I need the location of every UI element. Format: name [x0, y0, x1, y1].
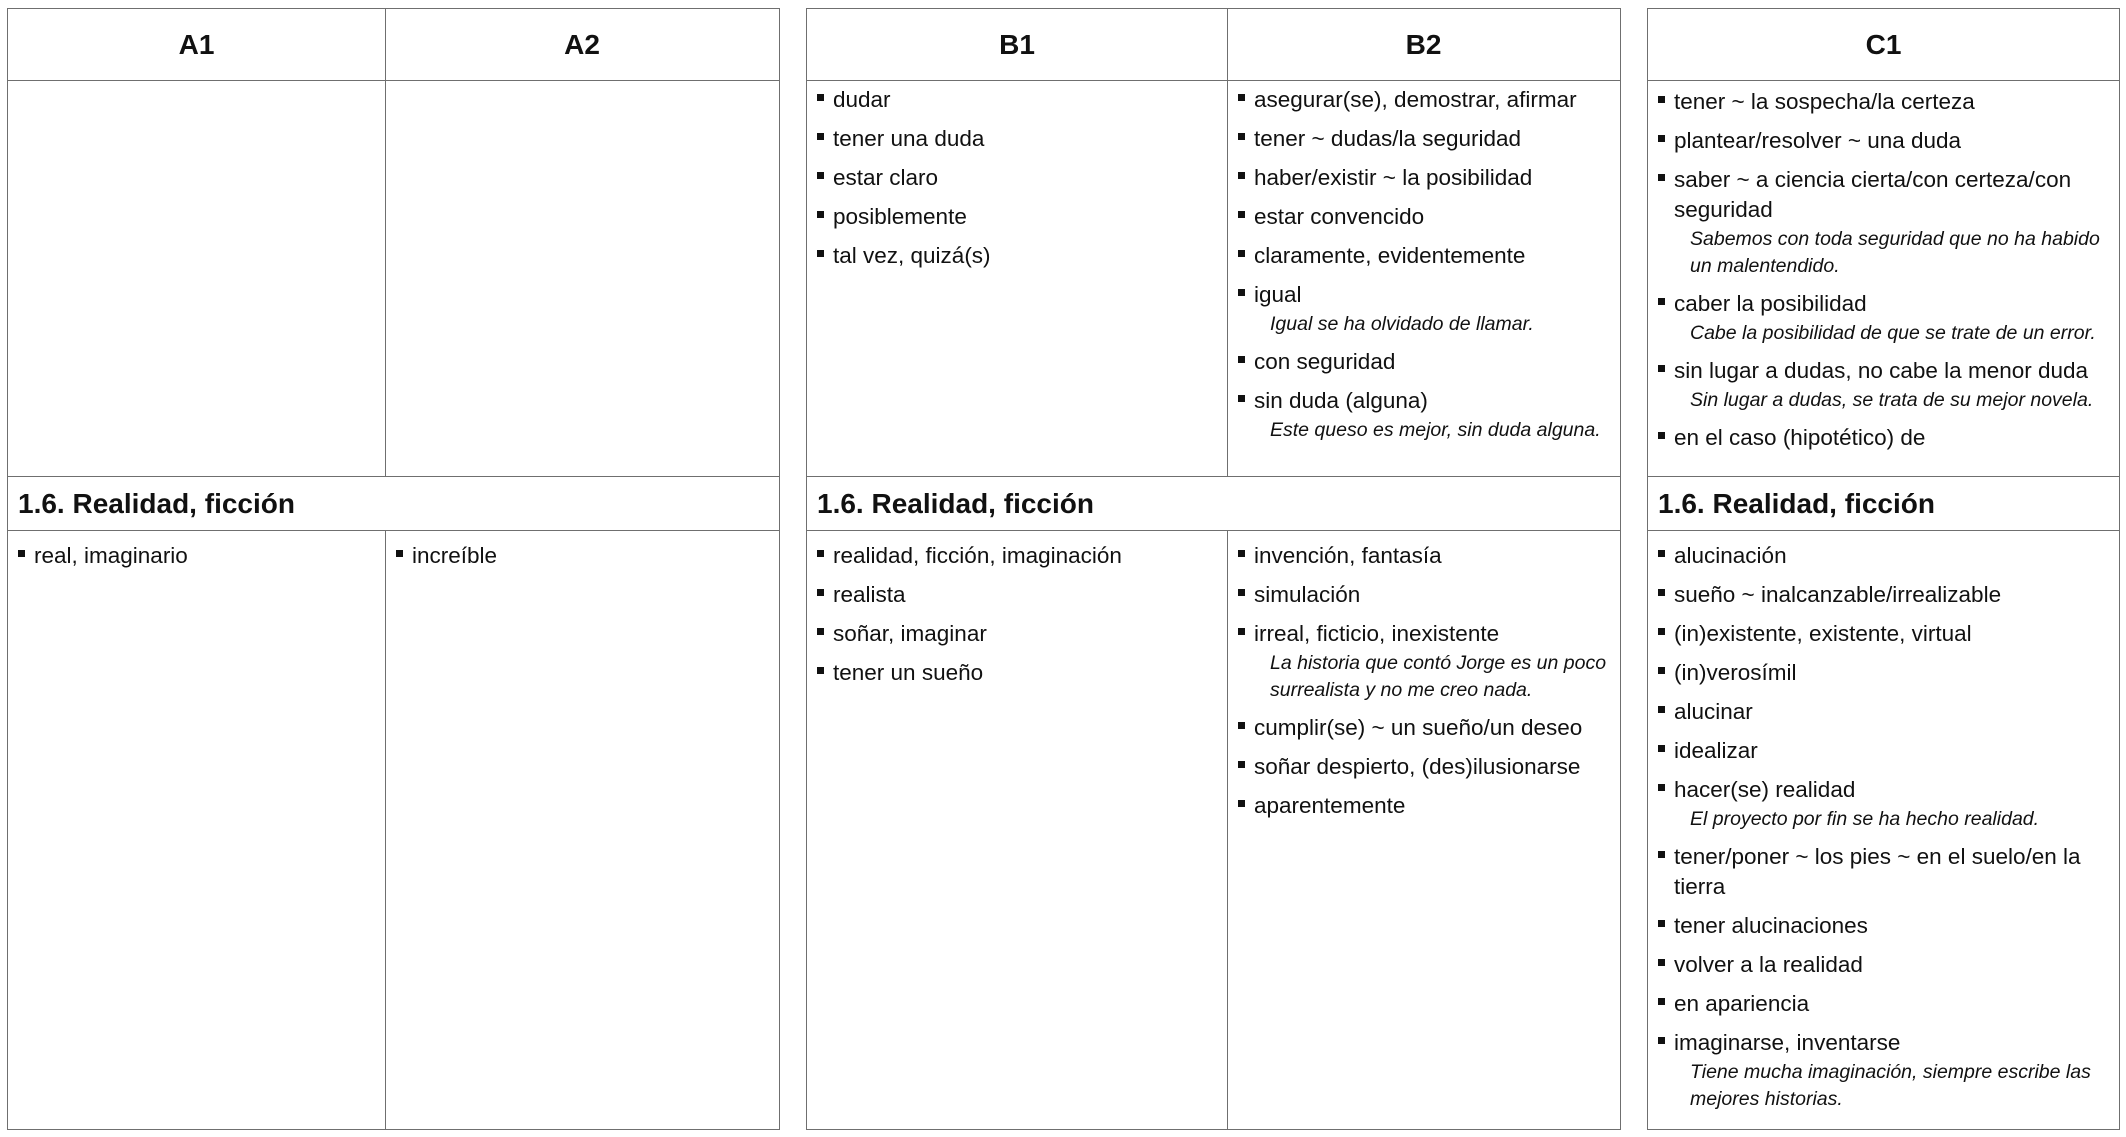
vocab-item [1658, 580, 2111, 610]
vocab-term: sin duda (alguna) [1254, 388, 1428, 413]
vocab-item [817, 541, 1219, 571]
vocab-item [1658, 423, 2111, 453]
bullet-icon [817, 550, 824, 557]
vocab-item [817, 163, 1219, 193]
level-header-b2: B2 [1405, 29, 1442, 60]
section-title: 1.6. Realidad, ficción [807, 476, 1620, 531]
vocab-item [817, 85, 1219, 115]
table-a-levels [7, 8, 780, 1130]
example-line: un malentendido. [1690, 255, 1840, 277]
example-line: Este queso es mejor, sin duda alguna. [1270, 419, 1601, 441]
table-c-levels [1647, 8, 2120, 1130]
bullet-icon [1658, 432, 1665, 439]
vocab-term: tener ~ dudas/la seguridad [1254, 126, 1522, 151]
cell-b2-bottom [1228, 541, 1620, 830]
vocab-term: (in)existente, existente, virtual [1674, 621, 1972, 646]
vocab-item [1238, 280, 1612, 338]
example-sentence [1690, 806, 2111, 833]
bullet-icon [1658, 174, 1665, 181]
example-line: Cabe la posibilidad de que se trate de un error. [1690, 322, 2096, 344]
bullet-icon [1658, 365, 1665, 372]
vocab-term-line: seguridad [1674, 197, 1773, 222]
bullet-icon [396, 550, 403, 557]
example-line: Sabemos con toda seguridad que no ha habido [1690, 228, 2100, 250]
example-sentence [1690, 1059, 2111, 1113]
vocab-item [1658, 619, 2111, 649]
vocab-term: en apariencia [1674, 991, 1810, 1016]
level-header-a1: A1 [178, 29, 215, 60]
vocab-term: sueño ~ inalcanzable/irrealizable [1674, 582, 2002, 607]
vocab-item [817, 241, 1219, 271]
vocab-term: plantear/resolver ~ una duda [1674, 128, 1962, 153]
bullet-icon [1658, 298, 1665, 305]
vocab-term: en el caso (hipotético) de [1674, 425, 1926, 450]
bullet-icon [817, 172, 824, 179]
bullet-icon [1238, 800, 1245, 807]
vocab-item [1658, 165, 2111, 280]
vocab-term [1674, 165, 2111, 225]
vocab-term: posiblemente [833, 204, 967, 229]
column-divider [385, 9, 386, 476]
vocab-term: realista [833, 582, 906, 607]
vocab-item [1658, 989, 2111, 1019]
vocab-term: invención, fantasía [1254, 543, 1442, 568]
bullet-icon [817, 589, 824, 596]
vocab-term: alucinar [1674, 699, 1753, 724]
vocab-item [1238, 386, 1612, 444]
bullet-icon [1238, 589, 1245, 596]
vocab-term: estar claro [833, 165, 939, 190]
vocab-item [1238, 580, 1612, 610]
vocab-item [1658, 911, 2111, 941]
vocab-item [817, 580, 1219, 610]
bullet-icon [1238, 211, 1245, 218]
section-title: 1.6. Realidad, ficción [1648, 476, 2119, 531]
vocab-item [1238, 163, 1612, 193]
vocab-term: real, imaginario [34, 543, 188, 568]
bullet-icon [1658, 1037, 1665, 1044]
vocab-item [1658, 658, 2111, 688]
vocab-item [1658, 541, 2111, 571]
cell-b1-bottom [807, 541, 1227, 697]
vocab-term: asegurar(se), demostrar, afirmar [1254, 87, 1577, 112]
vocab-term: tener un sueño [833, 660, 984, 685]
example-line: Tiene mucha imaginación, siempre escribe las [1690, 1061, 2091, 1083]
bullet-icon [1238, 250, 1245, 257]
vocab-item [396, 541, 771, 571]
vocab-item [1238, 619, 1612, 704]
vocab-term: volver a la realidad [1674, 952, 1863, 977]
vocab-term: igual [1254, 282, 1302, 307]
bullet-icon [1658, 96, 1665, 103]
level-header-b1: B1 [999, 29, 1035, 60]
cell-b2-top [1228, 85, 1620, 453]
bullet-icon [1658, 851, 1665, 858]
vocab-item [1658, 950, 2111, 980]
vocab-term: hacer(se) realidad [1674, 777, 1856, 802]
example-sentence [1270, 650, 1612, 704]
bullet-icon [1238, 133, 1245, 140]
bullet-icon [1238, 94, 1245, 101]
vocab-item [817, 202, 1219, 232]
bullet-icon [1238, 356, 1245, 363]
vocab-item [1658, 1028, 2111, 1113]
example-line: mejores historias. [1690, 1088, 1843, 1110]
vocab-term: imaginarse, inventarse [1674, 1030, 1901, 1055]
vocab-term: haber/existir ~ la posibilidad [1254, 165, 1533, 190]
bullet-icon [1238, 289, 1245, 296]
vocab-item [1238, 85, 1612, 115]
bullet-icon [817, 667, 824, 674]
bullet-icon [817, 94, 824, 101]
bullet-icon [1658, 135, 1665, 142]
bullet-icon [1658, 920, 1665, 927]
vocab-term: increíble [412, 543, 498, 568]
bullet-icon [1238, 722, 1245, 729]
example-line: Igual se ha olvidado de llamar. [1270, 313, 1534, 335]
vocab-term: realidad, ficción, imaginación [833, 543, 1122, 568]
vocab-item [1658, 842, 2111, 902]
example-line: surrealista y no me creo nada. [1270, 679, 1533, 701]
vocab-term: caber la posibilidad [1674, 291, 1867, 316]
vocab-term: aparentemente [1254, 793, 1406, 818]
example-line: El proyecto por fin se ha hecho realidad. [1690, 808, 2040, 830]
bullet-icon [1238, 172, 1245, 179]
vocab-term: cumplir(se) ~ un sueño/un deseo [1254, 715, 1583, 740]
vocab-item [817, 619, 1219, 649]
vocab-item [1658, 87, 2111, 117]
bullet-icon [1658, 550, 1665, 557]
bullet-icon [1238, 761, 1245, 768]
example-sentence [1690, 387, 2111, 414]
vocab-term: tener alucinaciones [1674, 913, 1868, 938]
cell-b1-top [807, 85, 1227, 280]
vocab-term: alucinación [1674, 543, 1787, 568]
bullet-icon [817, 211, 824, 218]
example-sentence [1690, 320, 2111, 347]
vocab-term: idealizar [1674, 738, 1758, 763]
cell-c1-top [1648, 87, 2119, 462]
cell-a2-bottom [386, 541, 779, 580]
bullet-icon [1658, 745, 1665, 752]
header-row [8, 9, 779, 81]
bullet-icon [18, 550, 25, 557]
vocab-term: estar convencido [1254, 204, 1425, 229]
example-line: La historia que contó Jorge es un poco [1270, 652, 1607, 674]
example-sentence [1270, 417, 1612, 444]
vocab-term: simulación [1254, 582, 1361, 607]
bullet-icon [1658, 667, 1665, 674]
bullet-icon [817, 133, 824, 140]
example-sentence [1690, 226, 2111, 280]
bullet-icon [1238, 395, 1245, 402]
vocab-term: tener una duda [833, 126, 985, 151]
vocab-item [1238, 202, 1612, 232]
header-row [1648, 9, 2119, 81]
vocab-item [1238, 713, 1612, 743]
bullet-icon [1238, 628, 1245, 635]
header-row [807, 9, 1620, 81]
cell-a1-bottom [8, 541, 385, 580]
vocab-item [1238, 347, 1612, 377]
vocab-term: soñar, imaginar [833, 621, 987, 646]
example-sentence [1270, 311, 1612, 338]
level-header-a2: A2 [564, 29, 600, 60]
vocab-term: con seguridad [1254, 349, 1396, 374]
vocab-item [1658, 289, 2111, 347]
vocab-term: soñar despierto, (des)ilusionarse [1254, 754, 1581, 779]
bullet-icon [1658, 706, 1665, 713]
vocab-term: tener ~ la sospecha/la certeza [1674, 89, 1975, 114]
vocab-item [1238, 241, 1612, 271]
vocab-item [1238, 124, 1612, 154]
vocab-item [1238, 791, 1612, 821]
vocab-item [817, 124, 1219, 154]
vocab-term [1674, 842, 2111, 902]
example-line: Sin lugar a dudas, se trata de su mejor novela. [1690, 389, 2094, 411]
vocab-item [1658, 126, 2111, 156]
cell-c1-bottom [1648, 541, 2119, 1122]
vocab-term: tal vez, quizá(s) [833, 243, 991, 268]
bullet-icon [1238, 550, 1245, 557]
vocab-item [1238, 752, 1612, 782]
vocab-term-line: tierra [1674, 874, 1726, 899]
vocab-term-line: saber ~ a ciencia cierta/con certeza/con [1674, 167, 2072, 192]
section-title: 1.6. Realidad, ficción [8, 476, 779, 531]
level-header-c1: C1 [1865, 29, 1902, 60]
vocab-term: sin lugar a dudas, no cabe la menor duda [1674, 358, 2089, 383]
vocab-item [1658, 697, 2111, 727]
table-b-levels [806, 8, 1621, 1130]
vocab-term: claramente, evidentemente [1254, 243, 1526, 268]
bullet-icon [1658, 628, 1665, 635]
bullet-icon [1658, 784, 1665, 791]
vocab-term: (in)verosímil [1674, 660, 1797, 685]
vocab-term-line: tener/poner ~ los pies ~ en el suelo/en la [1674, 844, 2081, 869]
vocab-item [1658, 775, 2111, 833]
vocab-item [817, 658, 1219, 688]
vocab-term: irreal, ficticio, inexistente [1254, 621, 1500, 646]
vocab-item [1658, 736, 2111, 766]
bullet-icon [1658, 589, 1665, 596]
bullet-icon [817, 250, 824, 257]
vocab-item [1658, 356, 2111, 414]
bullet-icon [817, 628, 824, 635]
bullet-icon [1658, 959, 1665, 966]
vocab-term: dudar [833, 87, 891, 112]
vocab-item [18, 541, 377, 571]
bullet-icon [1658, 998, 1665, 1005]
column-divider [385, 531, 386, 1129]
vocab-item [1238, 541, 1612, 571]
